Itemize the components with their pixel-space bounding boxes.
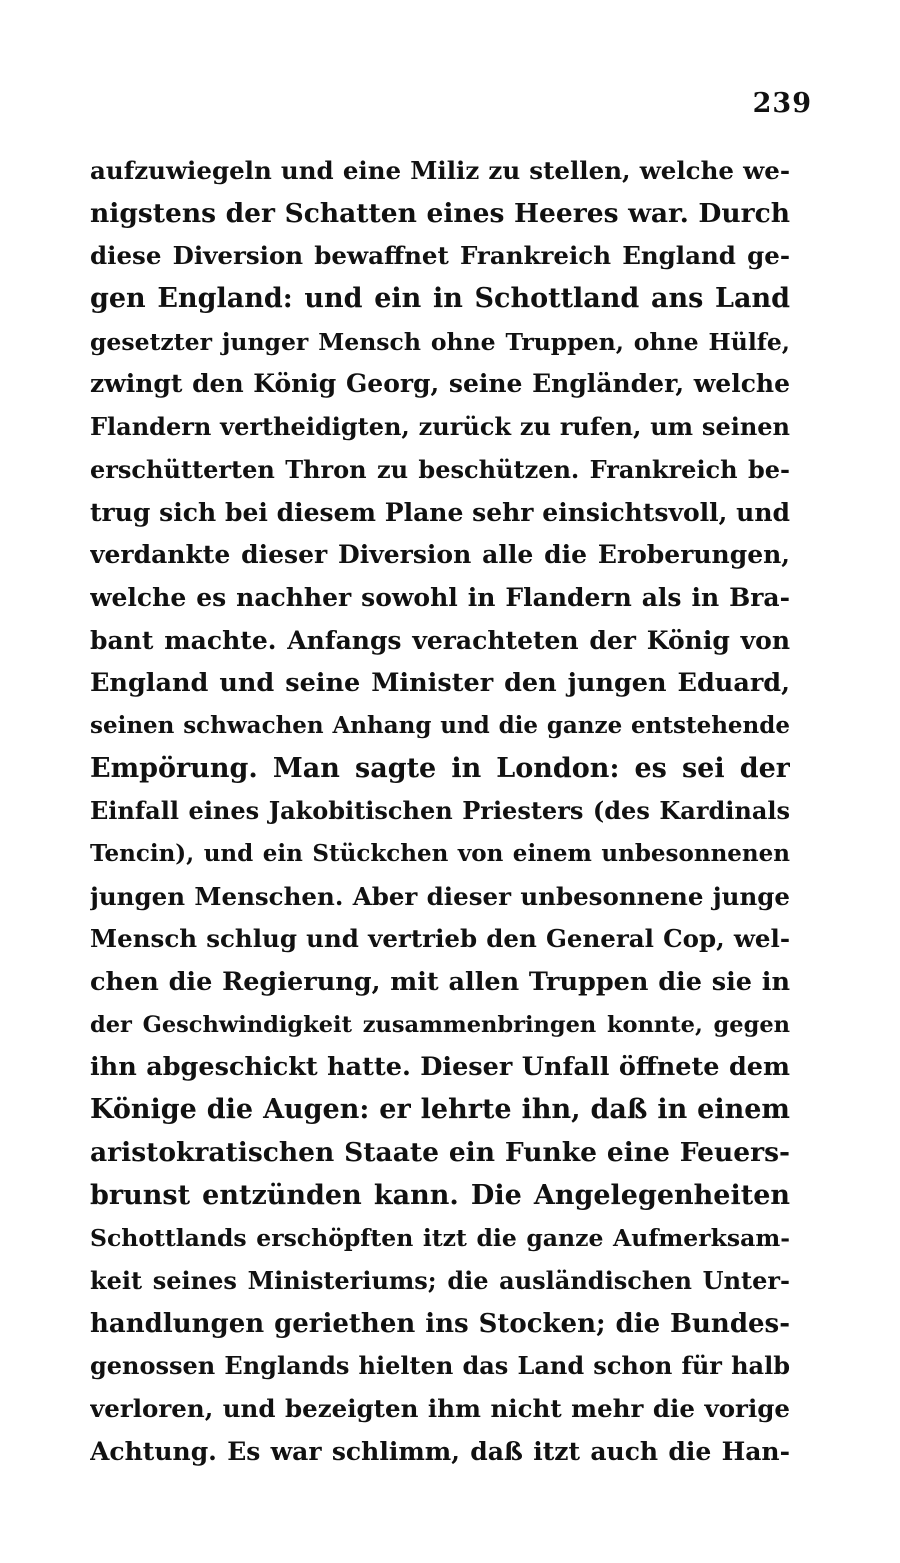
text-line: Flandern vertheidigten, zurück zu rufen, um seinen: [90, 412, 790, 442]
text-line: genossen Englands hielten das Land schon für halb: [90, 1351, 790, 1381]
text-line: welche es nachher sowohl in Flandern als in Bra-: [90, 582, 790, 612]
text-line: aufzuwiegeln und eine Miliz zu stellen, welche we-: [90, 156, 790, 185]
text-line: verdankte dieser Diversion alle die Eroberungen,: [90, 540, 790, 570]
text-line: ihn abgeschickt hatte. Dieser Unfall öffnete dem: [90, 1052, 790, 1083]
text-line: jungen Menschen. Aber dieser unbesonnene junge: [90, 881, 790, 911]
text-line: Achtung. Es war schlimm, daß itzt auch die Han-: [90, 1436, 790, 1466]
text-line: handlungen geriethen ins Stocken; die Bundes-: [90, 1308, 790, 1339]
text-line: trug sich bei diesem Plane sehr einsichtsvoll, und: [90, 497, 790, 527]
text-line: erschütterten Thron zu beschützen. Frankreich be-: [90, 454, 790, 484]
text-line: zwingt den König Georg, seine Engländer, welche: [90, 369, 790, 399]
text-line: seinen schwachen Anhang und die ganze entstehende: [90, 711, 790, 739]
text-line: aristokratischen Staate ein Funke eine Feuers-: [90, 1136, 790, 1168]
text-line: Mensch schlug und vertrieb den General Cop, wel-: [90, 924, 790, 954]
text-line: bant machte. Anfangs verachteten der König von: [90, 625, 790, 655]
text-line: chen die Regierung, mit allen Truppen die sie in: [90, 967, 790, 998]
text-line: diese Diversion bewaffnet Frankreich England ge-: [90, 241, 790, 271]
text-line: Tencin), und ein Stückchen von einem unbesonnenen: [90, 840, 790, 867]
text-line: nigstens der Schatten eines Heeres war. Durch: [90, 197, 790, 229]
text-line: England und seine Minister den jungen Eduard,: [90, 668, 790, 699]
text-line: verloren, und bezeigten ihm nicht mehr die vorige: [90, 1393, 790, 1423]
text-line: gen England: und ein in Schottland ans Land: [90, 283, 790, 315]
text-line: brunst entzünden kann. Die Angelegenheiten: [90, 1179, 790, 1211]
text-line: der Geschwindigkeit zusammenbringen konnte, gegen: [90, 1011, 790, 1038]
page-number: 239: [752, 88, 812, 119]
text-line: Einfall eines Jakobitischen Priesters (des Kardinals: [90, 796, 790, 826]
text-line: Schottlands erschöpften itzt die ganze Aufmerksam-: [90, 1224, 790, 1253]
body-text: [90, 150, 790, 1473]
text-line: gesetzter junger Mensch ohne Truppen, ohne Hülfe,: [90, 327, 790, 356]
text-line: Empörung. Man sagte in London: es sei der: [90, 752, 790, 784]
text-line: keit seines Ministeriums; die ausländischen Unter-: [90, 1265, 790, 1295]
text-line: Könige die Augen: er lehrte ihn, daß in einem: [90, 1094, 790, 1126]
